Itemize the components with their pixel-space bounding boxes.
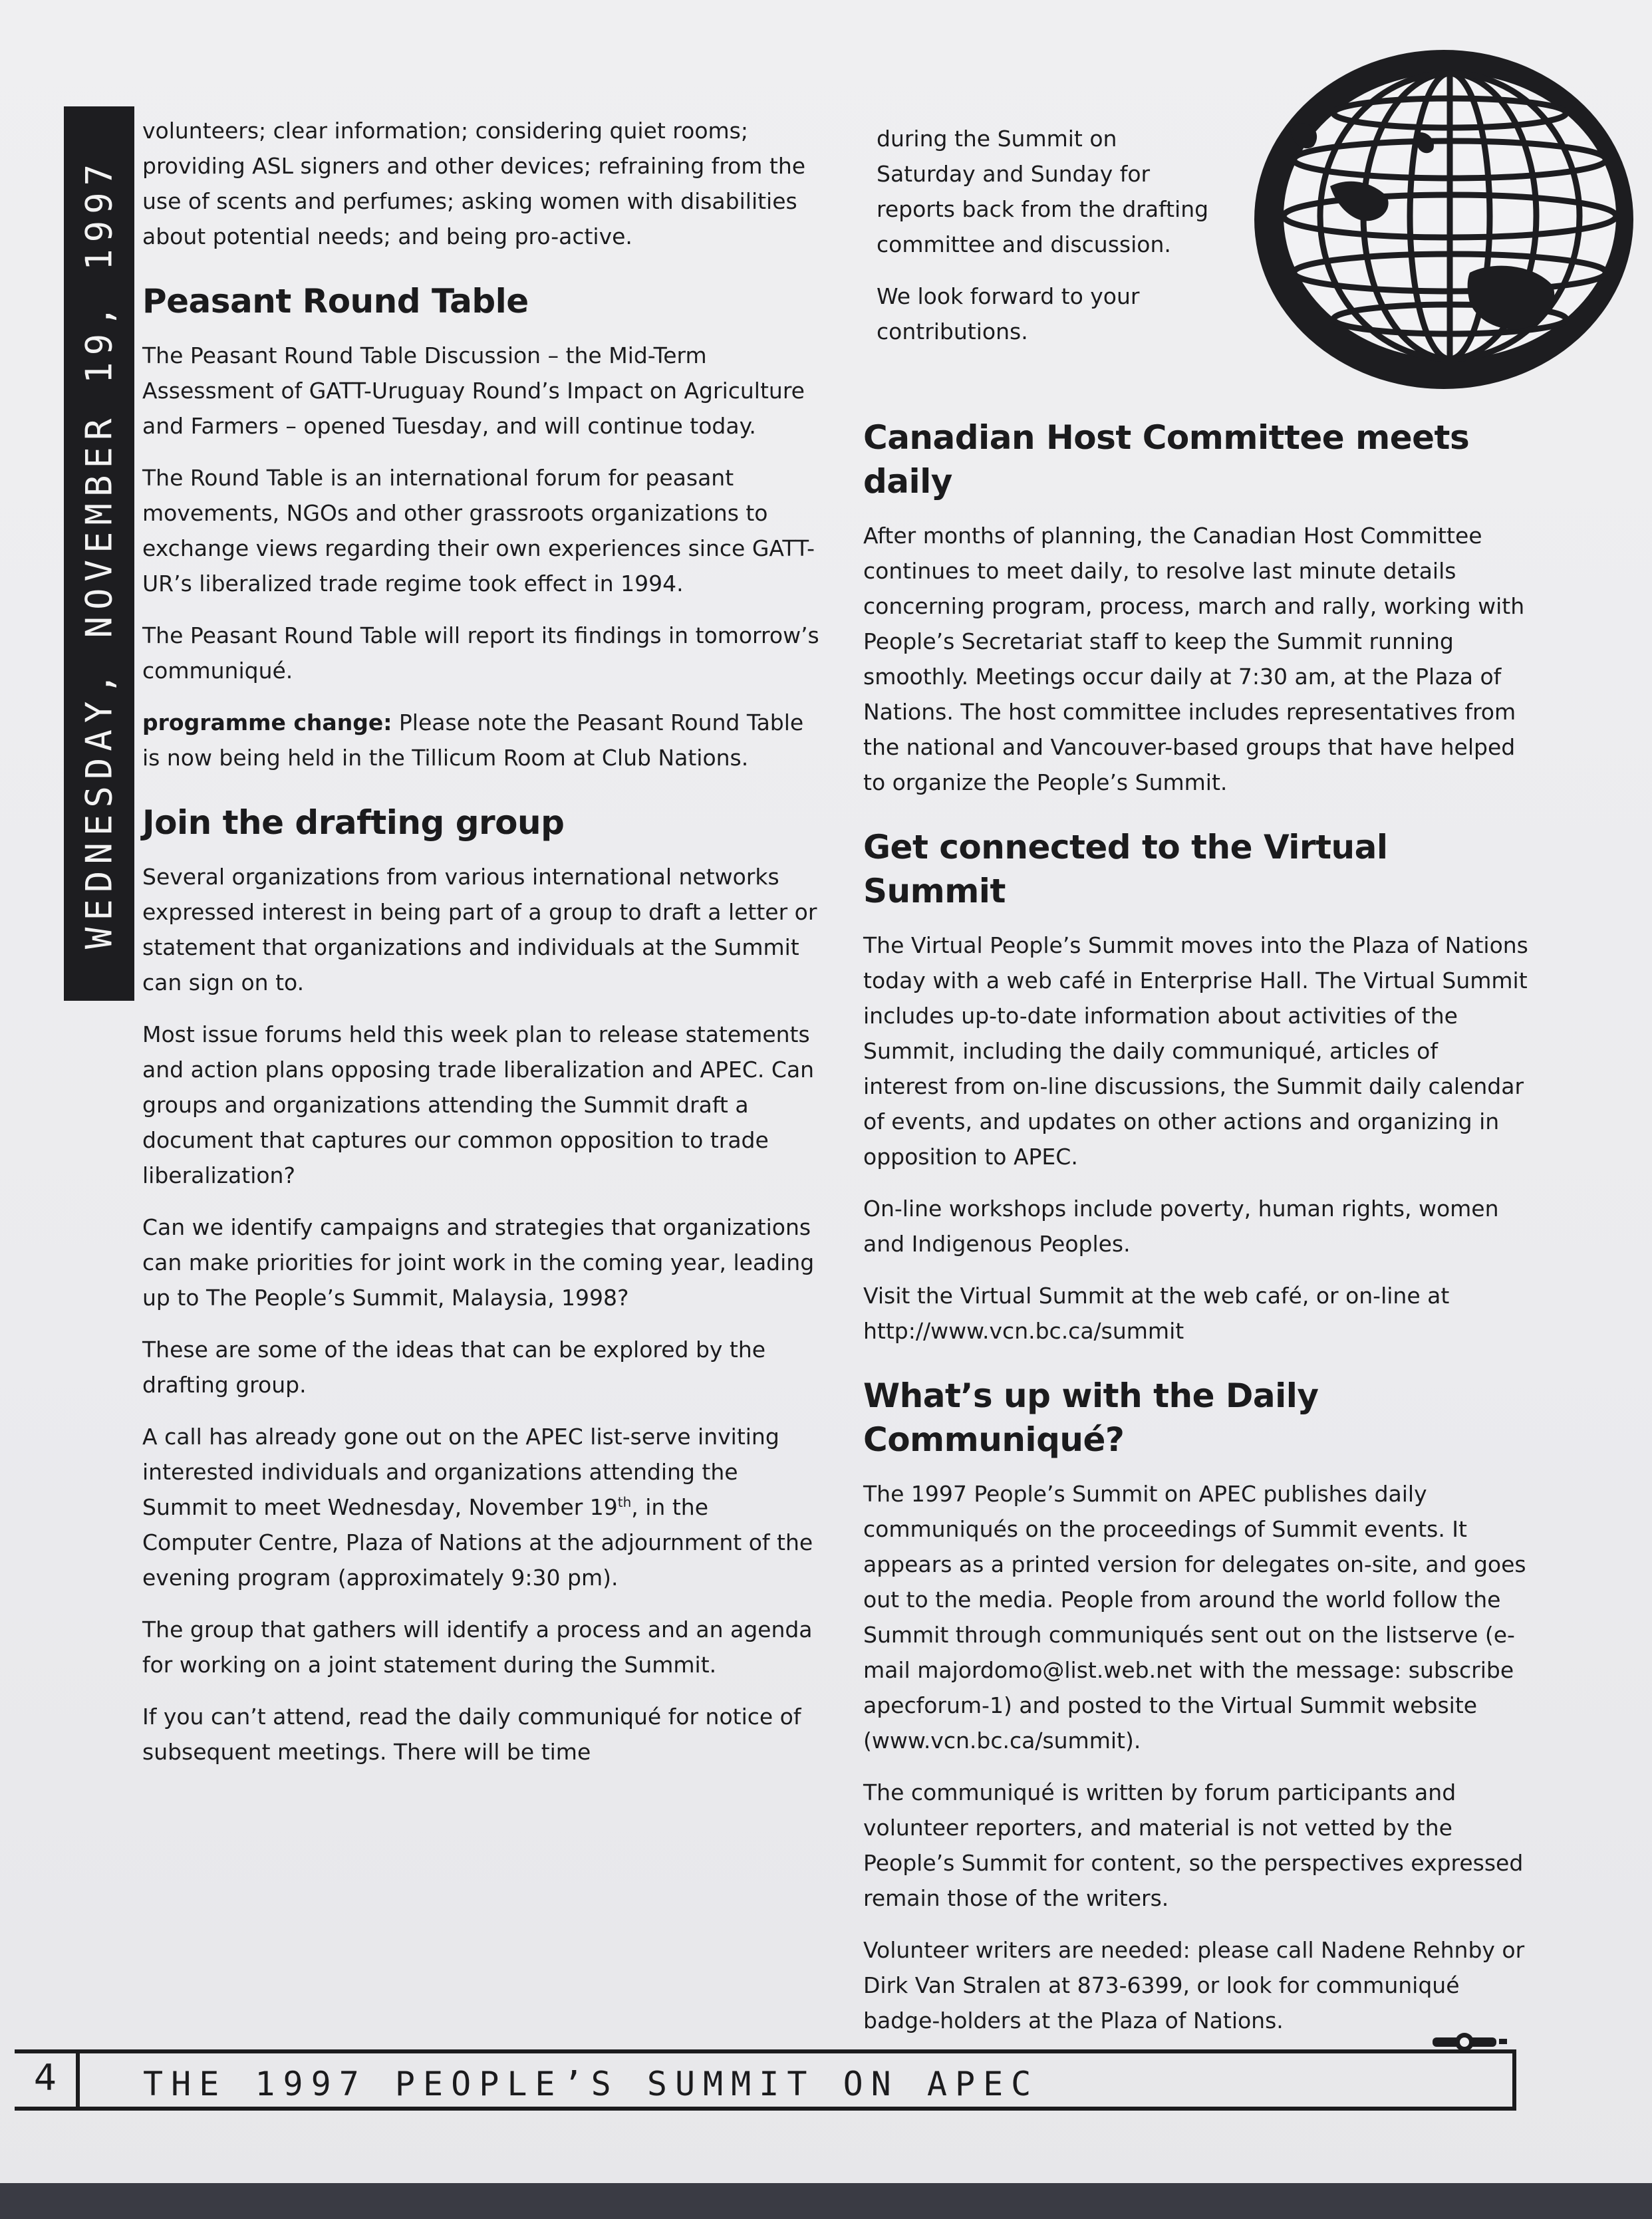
programme-change-text: Please note the Peasant Round Table is now being held in the Tillicum Room at Club Nations. <box>142 710 804 771</box>
programme-change-paragraph <box>142 705 821 775</box>
programme-change-label: programme change: <box>142 710 392 735</box>
communique-paragraph-1: The 1997 People’s Summit on APEC publishes daily communiqués on the proceedings of Summit events. It appears as a printed version for delegates on-site, and goes out to the media. People from around the world follow the Summit through communiqués sent out on the listserve (e-mail majordomo@list.web.net with the message: subscribe apecforum-1) and posted to the Virtual Summit website (www.vcn.bc.ca/summit). <box>863 1481 1526 1754</box>
communique-paragraph-2: The communiqué is written by forum participants and volunteer reporters, and material is not vetted by the People’s Summit for content, so the perspectives expressed remain those of the writers. <box>863 1779 1524 1911</box>
drafting-paragraph-5-a: A call has already gone out on the APEC list-serve inviting interested individuals and organizations attending the Summit to meet Wednesday, November 19 <box>142 1424 779 1520</box>
host-committee-heading: Canadian Host Committee meets daily <box>863 418 1470 501</box>
drafting-paragraph-3: Can we identify campaigns and strategies that organizations can make priorities for joint work in the coming year, leading up to The People’s Summit, Malaysia, 1998? <box>142 1214 815 1311</box>
scan-bottom-edge <box>0 2183 1652 2219</box>
communique-paragraph-3: Volunteer writers are needed: please call Nadene Rehnby or Dirk Van Stralen at 873-6399, or look for communiqué badge-holders at the Plaza of Nations. <box>863 1937 1525 2033</box>
page-number: 4 <box>15 2049 80 2111</box>
peasant-heading: Peasant Round Table <box>142 282 529 321</box>
right-column <box>863 416 1528 2055</box>
ordinal-suffix: th <box>617 1494 632 1510</box>
virtual-summit-paragraph-2: On-line workshops include poverty, human rights, women and Indigenous Peoples. <box>863 1196 1499 1257</box>
drafting-paragraph-7: If you can’t attend, read the daily communiqué for notice of subsequent meetings. There will be time <box>142 1704 801 1765</box>
drafting-paragraph-5-b: , in the Computer Centre, Plaza of Nations at the adjournment of the evening program (approximately 9:30 pm). <box>142 1494 813 1591</box>
continuation-paragraph-2: We look forward to your contributions. <box>877 283 1140 344</box>
drafting-paragraph-4: These are some of the ideas that can be explored by the drafting group. <box>142 1337 766 1398</box>
peasant-paragraph-1: The Peasant Round Table Discussion – the Mid-Term Assessment of GATT-Uruguay Round’s Impact on Agriculture and Farmers – opened Tuesday, and will continue today. <box>142 342 805 439</box>
virtual-summit-paragraph-3: Visit the Virtual Summit at the web café, or on-line at http://www.vcn.bc.ca/summit <box>863 1283 1450 1344</box>
drafting-paragraph-2: Most issue forums held this week plan to release statements and action plans opposing trade liberalization and APEC. Can groups and organizations attending the Summit draft a document that captures our common opposition to trade liberalization? <box>142 1021 815 1188</box>
host-committee-paragraph: After months of planning, the Canadian Host Committee continues to meet daily, to resolve last minute details concerning program, process, march and rally, working with People’s Secretariat staff to keep the Summit running smoothly. Meetings occur daily at 7:30 am, at the Plaza of Nations. The host committee includes representatives from the national and Vancouver-based groups that have helped to organize the People’s Summit. <box>863 523 1525 795</box>
virtual-summit-heading: Get connected to the Virtual Summit <box>863 828 1388 910</box>
drafting-paragraph-6: The group that gathers will identify a process and an agenda for working on a joint statement during the Summit. <box>142 1617 813 1678</box>
globe-icon <box>1250 47 1637 392</box>
drafting-paragraph-1: Several organizations from various international networks expressed interest in being part of a group to draft a letter or statement that organizations and individuals at the Summit can sign on to. <box>142 864 817 995</box>
virtual-summit-paragraph-1: The Virtual People’s Summit moves into the Plaza of Nations today with a web café in Enterprise Hall. The Virtual Summit includes up-to-date information about activities of the Summit, including the daily communiqué, articles of interest from on-line discussions, the Summit daily calendar of events, and updates on other actions and organizing in opposition to APEC. <box>863 932 1528 1170</box>
publication-title: THE 1997 PEOPLE’S SUMMIT ON APEC <box>143 2065 1039 2103</box>
left-column <box>142 113 821 1786</box>
drafting-heading: Join the drafting group <box>142 803 565 842</box>
continuation-paragraph-1: during the Summit on Saturday and Sunday for reports back from the drafting committee and discussion. <box>877 126 1209 257</box>
issue-date: WEDNESDAY, NOVEMBER 19, 1997 <box>78 157 120 950</box>
peasant-paragraph-3: The Peasant Round Table will report its findings in tomorrow’s communiqué. <box>142 622 819 684</box>
drafting-paragraph-5 <box>142 1419 821 1595</box>
peasant-paragraph-2: The Round Table is an international forum for peasant movements, NGOs and other grassroots organizations to exchange views regarding their own experiences since GATT-UR’s liberalized trade regime took effect in 1994. <box>142 465 815 596</box>
intro-paragraph: volunteers; clear information; considering quiet rooms; providing ASL signers and other devices; refraining from the use of scents and perfumes; asking women with disabilities about potential needs; and being pro-active. <box>142 118 806 249</box>
communique-heading: What’s up with the Daily Communiqué? <box>863 1376 1319 1459</box>
right-column-top <box>877 121 1209 366</box>
